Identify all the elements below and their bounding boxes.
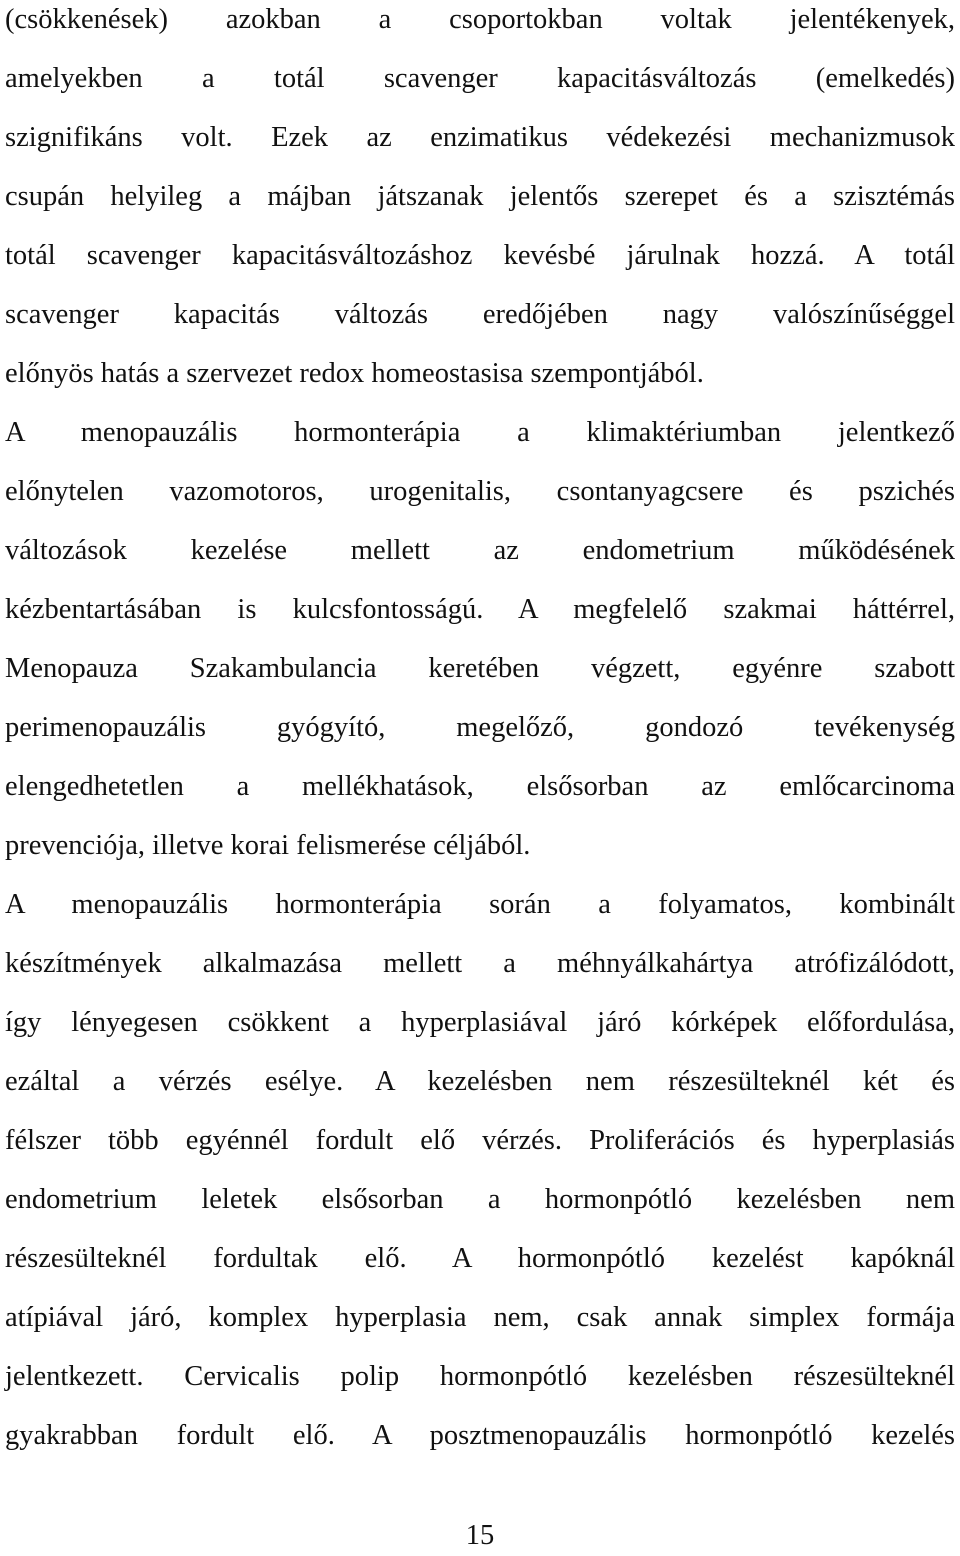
text-line: elengedhetetlen a mellékhatások, elsősorban az emlőcarcinoma	[5, 771, 955, 802]
text-line: előnytelen vazomotoros, urogenitalis, csontanyagcsere és pszichés	[5, 476, 955, 507]
text-line: kézbentartásában is kulcsfontosságú. A megfelelő szakmai háttérrel,	[5, 594, 955, 625]
text-line: prevenciója, illetve korai felismerése céljából.	[5, 830, 531, 861]
text-line: jelentkezett. Cervicalis polip hormonpótló kezelésben részesülteknél	[5, 1361, 955, 1392]
text-line: amelyekben a totál scavenger kapacitásváltozás (emelkedés)	[5, 63, 955, 94]
text-line: scavenger kapacitás változás eredőjében nagy valószínűséggel	[5, 299, 955, 330]
text-line: A menopauzális hormonterápia a klimaktériumban jelentkező	[5, 417, 955, 448]
text-line: szignifikáns volt. Ezek az enzimatikus védekezési mechanizmusok	[5, 122, 955, 153]
text-line: félszer több egyénnél fordult elő vérzés. Proliferációs és hyperplasiás	[5, 1125, 955, 1156]
text-line: (csökkenések) azokban a csoportokban voltak jelentékenyek,	[5, 4, 955, 35]
text-line: endometrium leletek elsősorban a hormonpótló kezelésben nem	[5, 1184, 955, 1215]
text-line: Menopauza Szakambulancia keretében végzett, egyénre szabott	[5, 653, 955, 684]
text-line: atípiával járó, komplex hyperplasia nem, csak annak simplex formája	[5, 1302, 955, 1333]
text-line: csupán helyileg a májban játszanak jelentős szerepet és a szisztémás	[5, 181, 955, 212]
text-line: A menopauzális hormonterápia során a folyamatos, kombinált	[5, 889, 955, 920]
text-line: készítmények alkalmazása mellett a méhnyálkahártya atrófizálódott,	[5, 948, 955, 979]
text-line: gyakrabban fordult elő. A posztmenopauzális hormonpótló kezelés	[5, 1420, 955, 1451]
text-line: változások kezelése mellett az endometrium működésének	[5, 535, 955, 566]
text-line: ezáltal a vérzés esélye. A kezelésben nem részesülteknél két és	[5, 1066, 955, 1097]
page-number: 15	[465, 1520, 495, 1551]
text-line: részesülteknél fordultak elő. A hormonpótló kezelést kapóknál	[5, 1243, 955, 1274]
text-line: így lényegesen csökkent a hyperplasiával járó kórképek előfordulása,	[5, 1007, 955, 1038]
text-line: előnyös hatás a szervezet redox homeostasisa szempontjából.	[5, 358, 704, 389]
text-line: perimenopauzális gyógyító, megelőző, gondozó tevékenység	[5, 712, 955, 743]
text-line: totál scavenger kapacitásváltozáshoz kevésbé járulnak hozzá. A totál	[5, 240, 955, 271]
